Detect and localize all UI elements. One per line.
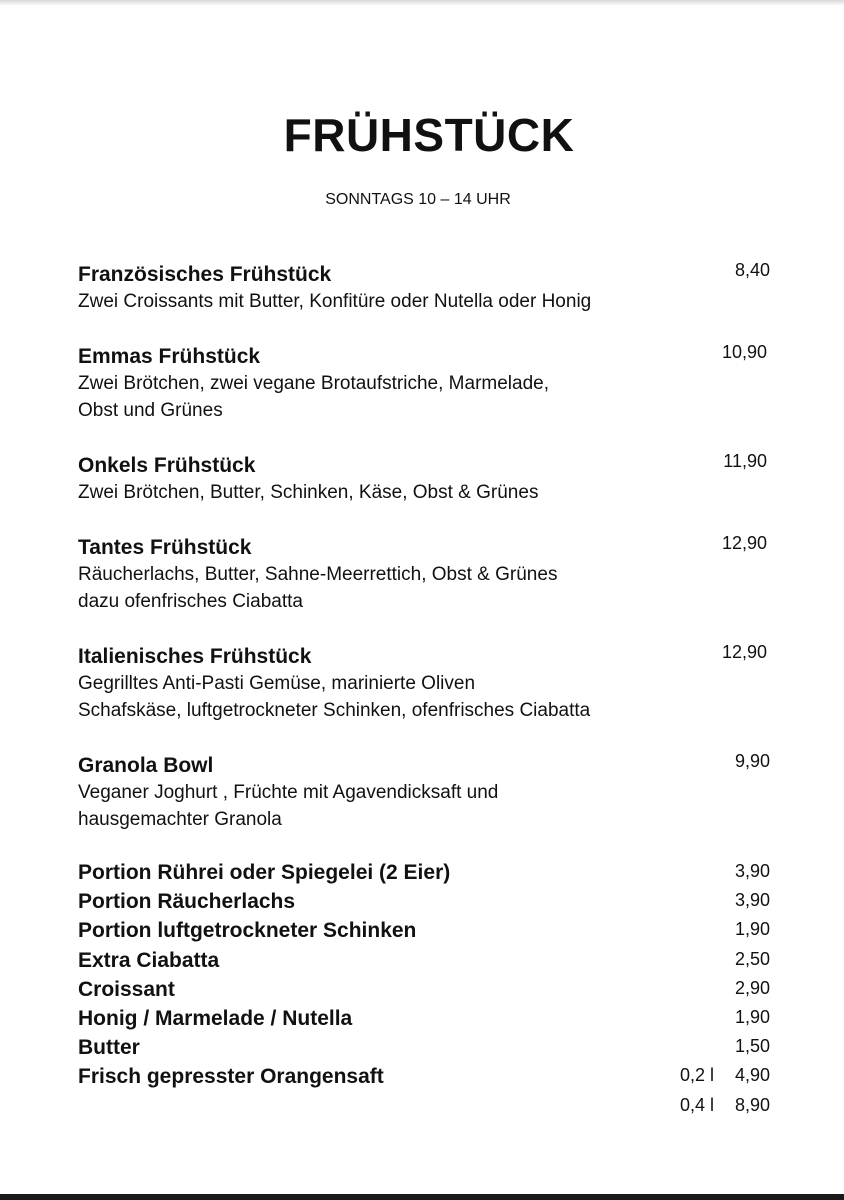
extra-name: Croissant — [78, 977, 175, 1001]
list-item — [78, 1033, 778, 1062]
extra-price: 8,90 — [734, 1094, 770, 1115]
dish-name: Tantes Frühstück — [78, 536, 252, 559]
list-item — [78, 1004, 778, 1033]
dish-description: dazu ofenfrisches Ciabatta — [78, 591, 303, 612]
extras-list — [78, 858, 778, 1121]
extra-name: Portion Rührei oder Spiegelei (2 Eier) — [78, 861, 451, 884]
extra-name: Frisch gepresster Orangensaft — [78, 1065, 384, 1089]
menu-item — [78, 343, 778, 424]
dish-price: 12,90 — [721, 533, 767, 553]
extra-name: Butter — [78, 1036, 140, 1060]
dish-name: Emmas Frühstück — [78, 345, 261, 368]
dish-name: Französisches Frühstück — [78, 263, 332, 286]
extra-name: Portion luftgetrockneter Schinken — [78, 919, 417, 943]
menu-item — [78, 534, 778, 615]
extra-price: 3,90 — [734, 861, 770, 881]
extra-name: Portion Räucherlachs — [78, 890, 296, 914]
page-title: FRÜHSTÜCK — [283, 109, 575, 161]
dish-price: 12,90 — [721, 642, 767, 662]
list-item — [78, 887, 778, 916]
list-item — [78, 1062, 778, 1091]
dish-price: 10,90 — [721, 342, 767, 362]
extra-size: 0,2 l — [679, 1065, 714, 1086]
dish-description: Zwei Brötchen, Butter, Schinken, Käse, Obst & Grünes — [78, 482, 539, 503]
menu-item — [78, 452, 778, 506]
opening-hours: SONNTAGS 10 – 14 UHR — [325, 191, 511, 208]
dish-description: Schafskäse, luftgetrockneter Schinken, ofenfrisches Ciabatta — [78, 700, 591, 721]
list-item — [78, 916, 778, 945]
extra-price: 1,90 — [734, 919, 770, 940]
list-item — [78, 946, 778, 975]
extra-price: 3,90 — [734, 890, 770, 911]
menu-item — [78, 261, 778, 315]
dish-description: Obst und Grünes — [78, 400, 223, 421]
dish-description: Zwei Brötchen, zwei vegane Brotaufstriche, Marmelade, — [78, 373, 549, 394]
extra-size: 0,4 l — [679, 1094, 714, 1115]
dish-name: Onkels Frühstück — [78, 454, 256, 477]
menu-item — [78, 752, 778, 833]
extra-price: 2,90 — [734, 977, 770, 998]
extra-price: 1,90 — [734, 1006, 770, 1027]
dish-description: Räucherlachs, Butter, Sahne-Meerrettich, Obst & Grünes — [78, 564, 558, 585]
extra-price: 2,50 — [734, 948, 770, 969]
list-item — [78, 1092, 778, 1121]
dish-price: 9,90 — [734, 751, 770, 771]
top-shadow — [0, 0, 844, 6]
extra-name: Extra Ciabatta — [78, 948, 220, 972]
dish-description: hausgemachter Granola — [78, 809, 282, 830]
extra-price: 4,90 — [734, 1065, 770, 1086]
list-item — [78, 858, 778, 887]
menu-item — [78, 643, 778, 724]
extra-name: Honig / Marmelade / Nutella — [78, 1006, 353, 1030]
extra-price: 1,50 — [734, 1036, 770, 1057]
dish-name: Italienisches Frühstück — [78, 645, 312, 668]
dish-description: Zwei Croissants mit Butter, Konfitüre oder Nutella oder Honig — [78, 291, 592, 312]
dish-price: 8,40 — [734, 260, 770, 280]
bottom-border — [0, 1194, 844, 1200]
dish-description: Gegrilltes Anti-Pasti Gemüse, marinierte Oliven — [78, 673, 476, 694]
dish-price: 11,90 — [723, 451, 767, 471]
dish-name: Granola Bowl — [78, 754, 214, 777]
dish-description: Veganer Joghurt , Früchte mit Agavendicksaft und — [78, 782, 499, 803]
list-item — [78, 975, 778, 1004]
